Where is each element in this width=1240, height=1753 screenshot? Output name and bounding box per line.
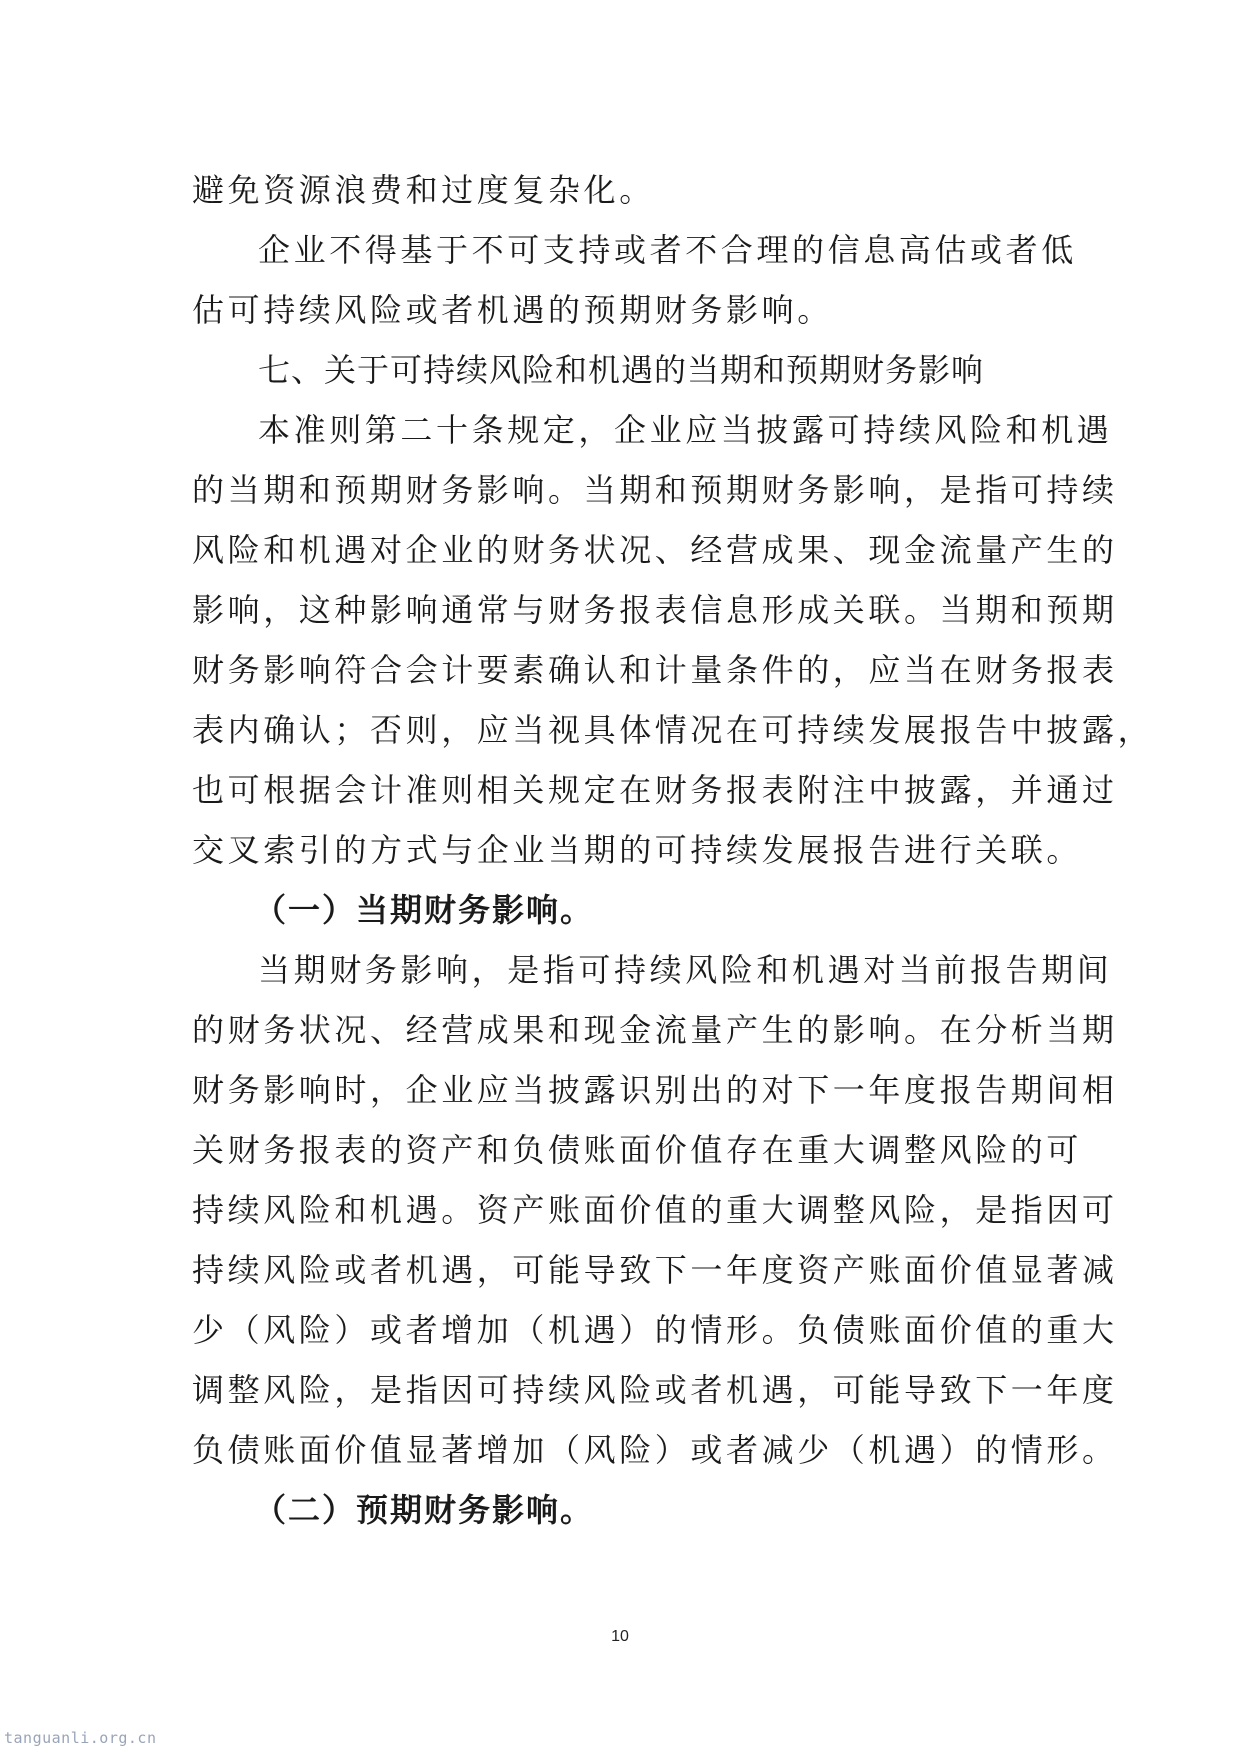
text-line: 表内确认；否则，应当视具体情况在可持续发展报告中披露， (192, 711, 1154, 749)
text-line: 持续风险和机遇。资产账面价值的重大调整风险，是指因可 (192, 1191, 1118, 1229)
text-line: 少（风险）或者增加（机遇）的情形。负债账面价值的重大 (192, 1311, 1118, 1349)
text-line: 持续风险或者机遇，可能导致下一年度资产账面价值显著减 (192, 1251, 1118, 1289)
text-line: 调整风险，是指因可持续风险或者机遇，可能导致下一年度 (192, 1371, 1118, 1409)
text-line: 关财务报表的资产和负债账面价值存在重大调整风险的可 (192, 1131, 1083, 1169)
text-line: 影响，这种影响通常与财务报表信息形成关联。当期和预期 (192, 591, 1118, 629)
text-line: 的财务状况、经营成果和现金流量产生的影响。在分析当期 (192, 1011, 1118, 1049)
text-line: 本准则第二十条规定，企业应当披露可持续风险和机遇 (258, 411, 1113, 449)
text-line: 交叉索引的方式与企业当期的可持续发展报告进行关联。 (192, 831, 1083, 869)
subsection-heading: （一）当期财务影响。 (254, 891, 595, 929)
text-line: 避免资源浪费和过度复杂化。 (192, 171, 655, 209)
text-line: 的当期和预期财务影响。当期和预期财务影响，是指可持续 (192, 471, 1118, 509)
text-line: 当期财务影响，是指可持续风险和机遇对当前报告期间 (258, 951, 1113, 989)
text-line: 风险和机遇对企业的财务状况、经营成果、现金流量产生的 (192, 531, 1118, 569)
section-heading: 七、关于可持续风险和机遇的当期和预期财务影响 (258, 351, 985, 389)
text-line: 估可持续风险或者机遇的预期财务影响。 (192, 291, 833, 329)
body-text (192, 160, 1154, 1540)
text-line: 财务影响时，企业应当披露识别出的对下一年度报告期间相 (192, 1071, 1118, 1109)
text-line: 企业不得基于不可支持或者不合理的信息高估或者低 (258, 231, 1077, 269)
text-line: 财务影响符合会计要素确认和计量条件的，应当在财务报表 (192, 651, 1118, 689)
page-number: 10 (611, 1628, 629, 1645)
subsection-heading: （二）预期财务影响。 (254, 1491, 595, 1529)
watermark: tanguanli.org.cn (4, 1729, 157, 1747)
text-line: 负债账面价值显著增加（风险）或者减少（机遇）的情形。 (192, 1431, 1118, 1469)
text-line: 也可根据会计准则相关规定在财务报表附注中披露，并通过 (192, 771, 1118, 809)
